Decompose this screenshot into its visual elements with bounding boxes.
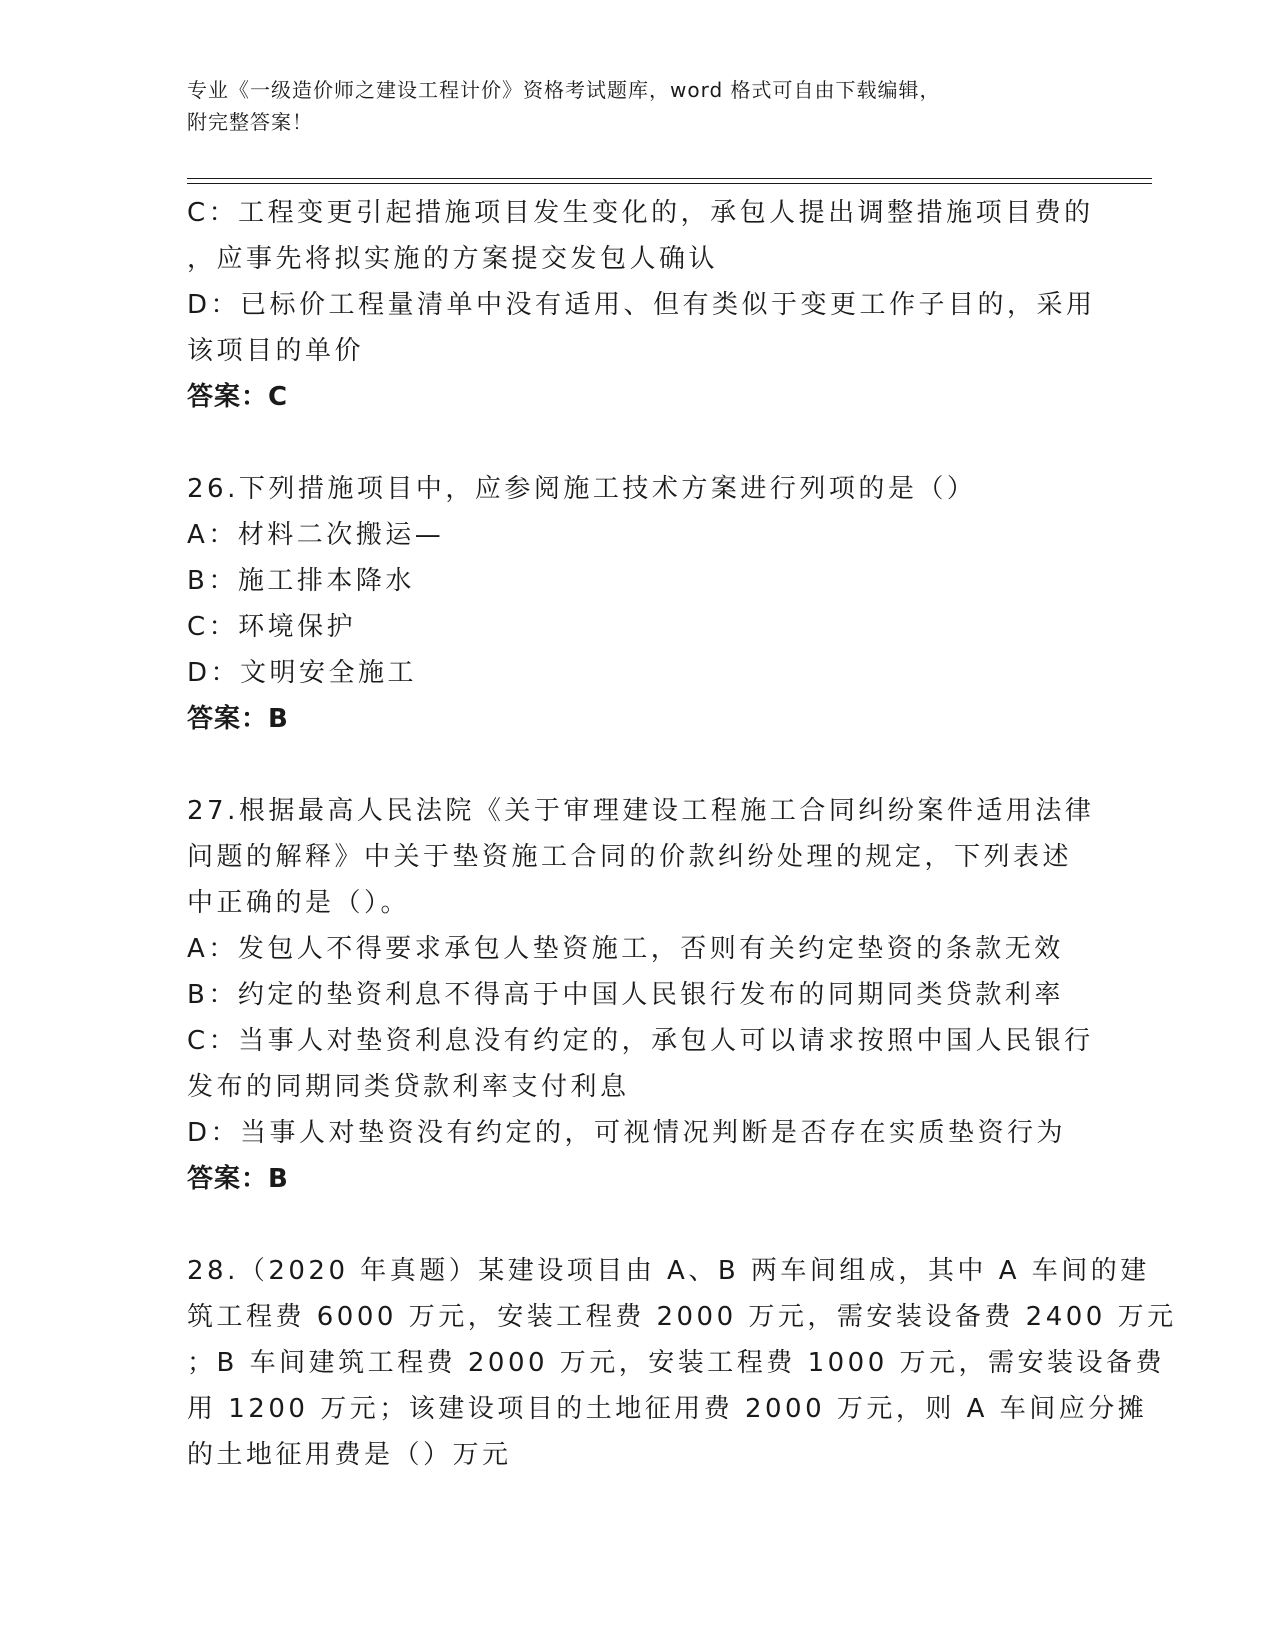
option-b: B：约定的垫资利息不得高于中国人民银行发布的同期同类贷款利率 <box>187 980 1064 1010</box>
answer: 答案：B <box>187 704 289 734</box>
answer: 答案：B <box>187 1164 289 1194</box>
option-d-continued: 该项目的单价 <box>187 336 365 366</box>
question-text: 筑工程费 6000 万元，安装工程费 2000 万元，需安装设备费 2400 万元 <box>187 1302 1177 1332</box>
question-text: 中正确的是（）。 <box>187 888 411 918</box>
option-a: A：发包人不得要求承包人垫资施工，否则有关约定垫资的条款无效 <box>187 934 1064 964</box>
question-text: 问题的解释》中关于垫资施工合同的价款纠纷处理的规定，下列表述 <box>187 842 1073 872</box>
option-d: D：已标价工程量清单中没有适用、但有类似于变更工作子目的，采用 <box>187 290 1096 320</box>
option-c-continued: ，应事先将拟实施的方案提交发包人确认 <box>187 244 719 274</box>
option-d: D：当事人对垫资没有约定的，可视情况判断是否存在实质垫资行为 <box>187 1118 1067 1148</box>
question-text: 27.根据最高人民法院《关于审理建设工程施工合同纠纷案件适用法律 <box>187 796 1095 826</box>
option-c: C：工程变更引起措施项目发生变化的，承包人提出调整措施项目费的 <box>187 198 1094 228</box>
option-c: C：当事人对垫资利息没有约定的，承包人可以请求按照中国人民银行 <box>187 1026 1094 1056</box>
spacer <box>187 1202 1087 1248</box>
option-c: C：环境保护 <box>187 612 357 642</box>
header-line: 专业《一级造价师之建设工程计价》资格考试题库，word 格式可自由下载编辑， <box>187 78 941 102</box>
spacer <box>187 742 1087 788</box>
question-28 <box>187 1248 1177 1478</box>
question-list <box>187 190 1177 1478</box>
option-d: D：文明安全施工 <box>187 658 418 688</box>
header-divider <box>187 178 1152 179</box>
question-25-tail <box>187 190 1096 420</box>
spacer <box>187 420 1087 466</box>
question-27 <box>187 788 1095 1202</box>
document-header <box>187 74 1087 138</box>
header-line: 附完整答案！ <box>187 110 313 134</box>
question-text: 用 1200 万元；该建设项目的土地征用费 2000 万元，则 A 车间应分摊 <box>187 1394 1148 1424</box>
answer: 答案：C <box>187 382 289 412</box>
question-text: ；B 车间建筑工程费 2000 万元，安装工程费 1000 万元，需安装设备费 <box>187 1348 1165 1378</box>
option-c-continued: 发布的同期同类贷款利率支付利息 <box>187 1072 630 1102</box>
option-a: A：材料二次搬运— <box>187 520 445 550</box>
question-26 <box>187 466 1087 742</box>
question-text: 28.（2020 年真题）某建设项目由 A、B 两车间组成，其中 A 车间的建 <box>187 1256 1150 1286</box>
question-text: 的土地征用费是（）万元 <box>187 1440 512 1470</box>
header-divider <box>187 183 1152 184</box>
option-b: B：施工排本降水 <box>187 566 415 596</box>
question-text: 26.下列措施项目中，应参阅施工技术方案进行列项的是（） <box>187 474 977 504</box>
